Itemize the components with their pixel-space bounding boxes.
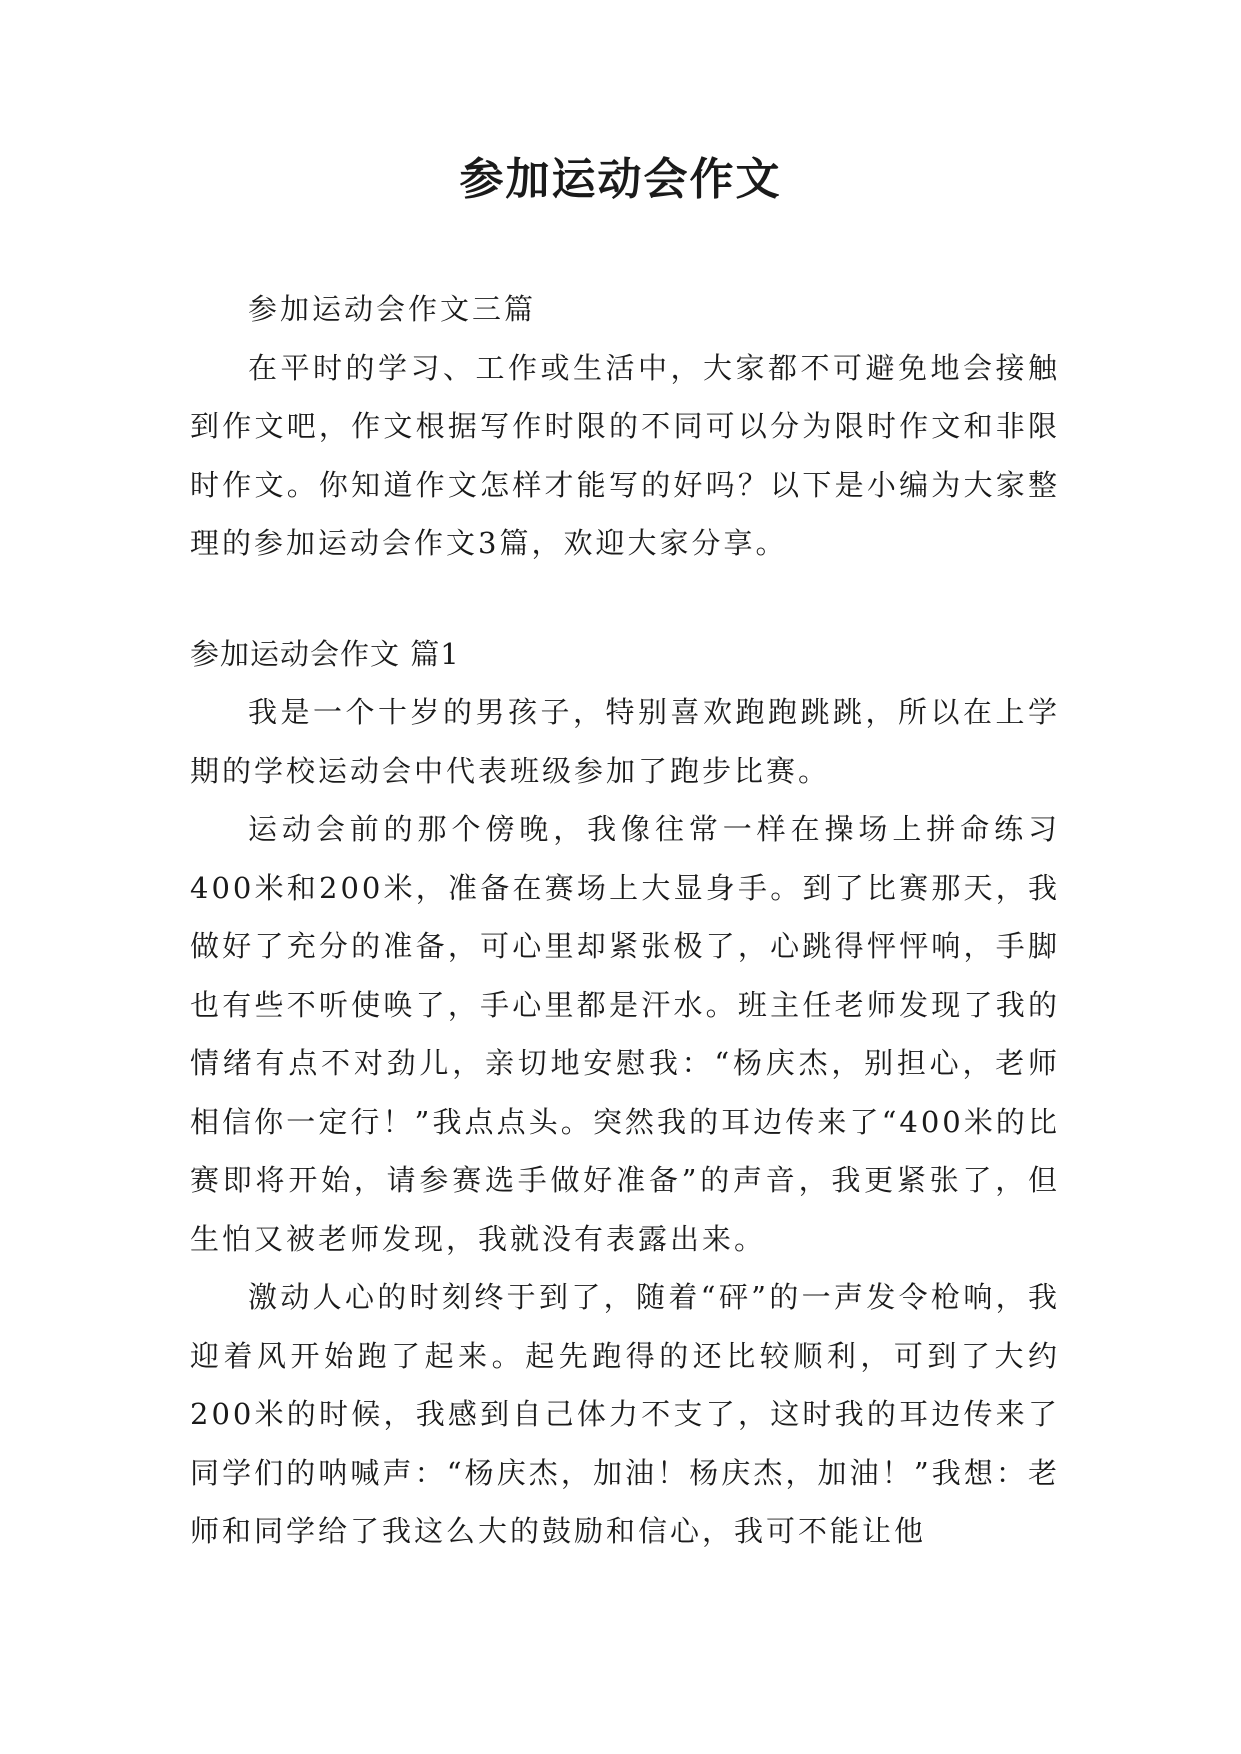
intro-paragraph: 在平时的学习、工作或生活中，大家都不可避免地会接触到作文吧，作文根据写作时限的不同可以分为限时作文和非限时作文。你知道作文怎样才能写的好吗？以下是小编为大家整理的参加运动会作文3篇，欢迎大家分享。 (190, 350, 1060, 560)
document-subtitle: 参加运动会作文三篇 (248, 292, 537, 326)
body-paragraph-3: 激动人心的时刻终于到了，随着“砰”的一声发令枪响，我迎着风开始跑了起来。起先跑得的还比较顺利，可到了大约200米的时候，我感到自己体力不支了，这时我的耳边传来了同学们的呐喊声：“杨庆杰，加油！杨庆杰，加油！”我想：老师和同学给了我这么大的鼓励和信心，我可不能让他 (190, 1280, 1060, 1548)
section-heading: 参加运动会作文 篇1 (190, 636, 460, 671)
body-paragraph-2: 运动会前的那个傍晚，我像往常一样在操场上拼命练习400米和200米，准备在赛场上大显身手。到了比赛那天，我做好了充分的准备，可心里却紧张极了，心跳得怦怦响，手脚也有些不听使唤了，手心里都是汗水。班主任老师发现了我的情绪有点不对劲儿，亲切地安慰我：“杨庆杰，别担心，老师相信你一定行！”我点点头。突然我的耳边传来了“400米的比赛即将开始，请参赛选手做好准备”的声音，我更紧张了，但生怕又被老师发现，我就没有表露出来。 (190, 812, 1060, 1256)
body-paragraph-1: 我是一个十岁的男孩子，特别喜欢跑跑跳跳，所以在上学期的学校运动会中代表班级参加了跑步比赛。 (190, 695, 1060, 788)
document-title: 参加运动会作文 (459, 154, 782, 205)
document-body (190, 280, 1060, 1561)
